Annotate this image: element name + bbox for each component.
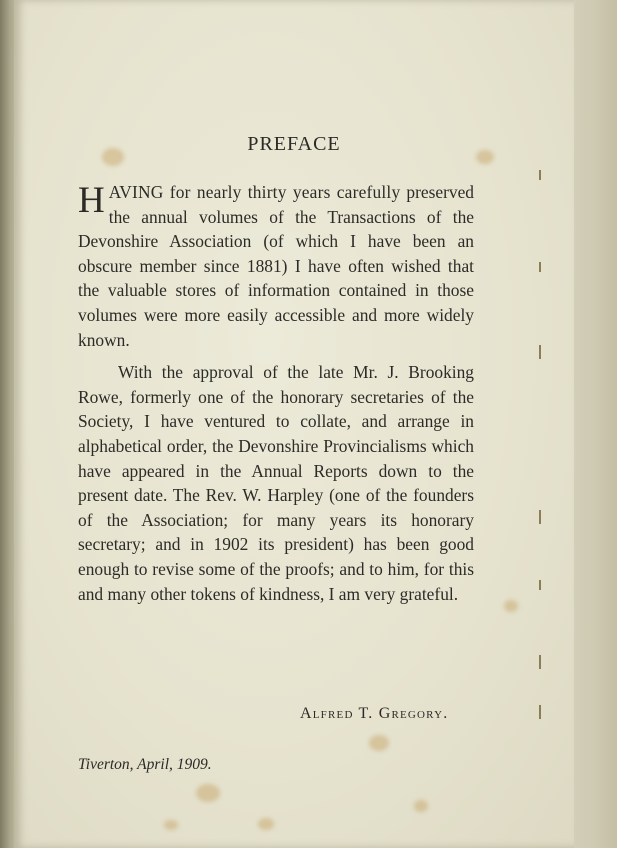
edge-mark — [539, 345, 541, 359]
paragraph-1-opening: AVING for nearly thirty years carefully — [108, 182, 401, 202]
edge-mark — [539, 170, 541, 180]
edge-mark — [539, 510, 541, 524]
drop-cap: H — [78, 180, 105, 221]
foxing-spot — [164, 820, 178, 830]
signature: Alfred T. Gregory. — [300, 705, 449, 722]
preface-body — [78, 180, 474, 606]
foxing-spot — [196, 784, 220, 802]
paragraph-2: With the approval of the late Mr. J. Brooking Rowe, formerly one of the honorary secretaries of the Society, I have ventured to collate, and arrange in alphabetical order, the Devonshire Provincialisms which have appeared in the Annual Reports down to the present date. The Rev. W. Harpley (one of the founders of the Association; for many years its honorary secretary; and in 1902 its president) has been good enough to revise some of the proofs; and to him, for this and many other tokens of kindness, I am very grateful. — [78, 362, 474, 604]
edge-mark — [539, 655, 541, 669]
edge-mark — [539, 580, 541, 590]
page-title: PREFACE — [247, 133, 341, 155]
foxing-spot — [369, 735, 389, 751]
edge-mark — [539, 262, 541, 272]
foxing-spot — [258, 818, 274, 830]
book-page — [14, 0, 574, 848]
foxing-spot — [414, 800, 428, 812]
edge-mark — [539, 705, 541, 719]
foxing-spot — [504, 600, 518, 612]
paragraph-1-rest: preserved the annual volumes of the Transactions of the Devonshire Association (of which I have been an obscure member since 1881) I have often wished that the valuable stores of information contained in those volumes were more easily accessible and more widely known. — [78, 182, 474, 350]
paragraph-1 — [78, 180, 474, 352]
place-date: Tiverton, April, 1909. — [78, 756, 212, 773]
